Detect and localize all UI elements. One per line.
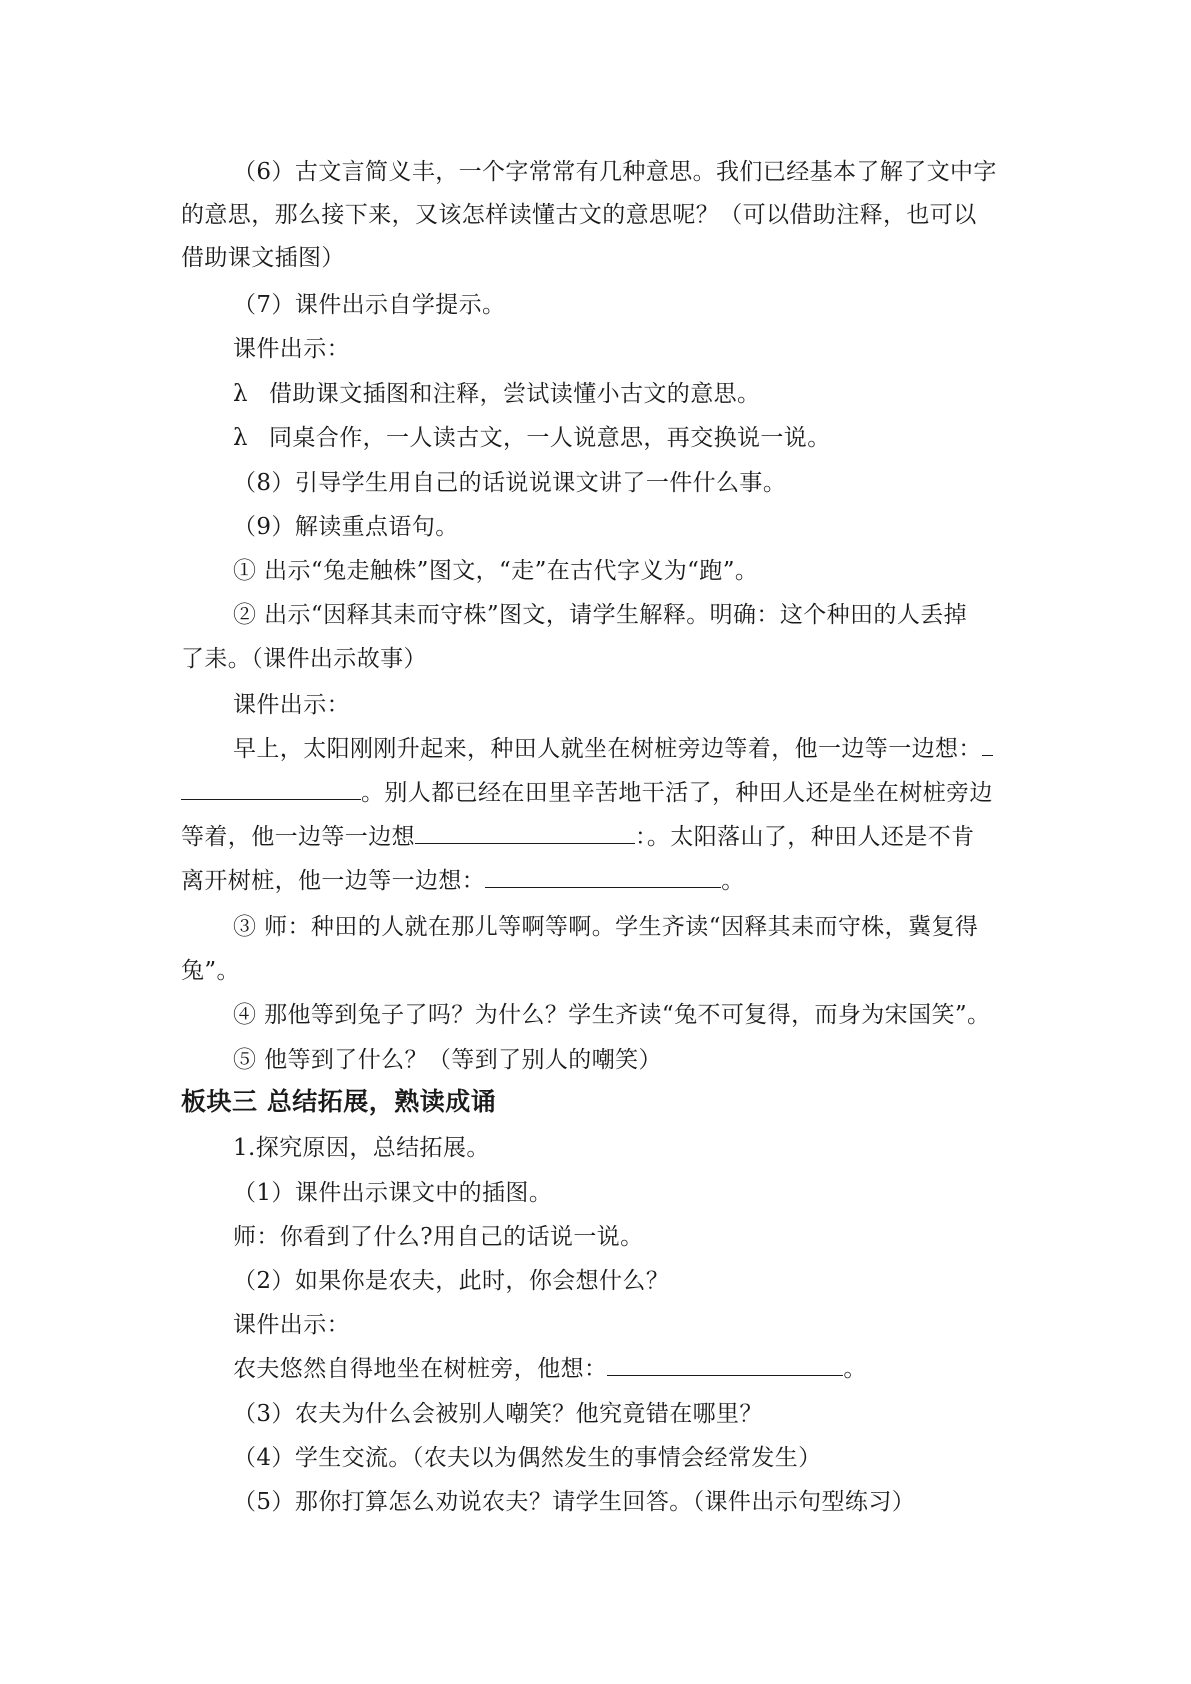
paragraph-line: 兔”。 — [181, 958, 240, 984]
fill-blank — [982, 735, 993, 756]
paragraph-line: （1）课件出示课文中的插图。 — [233, 1180, 553, 1206]
paragraph-line — [233, 1354, 867, 1384]
paragraph-line: （4）学生交流。（农夫以为偶然发生的事情会经常发生） — [233, 1445, 822, 1471]
paragraph-line: ① 出示“兔走触株”图文，“走”在古代字义为“跑”。 — [233, 558, 759, 584]
paragraph-line — [181, 822, 975, 852]
paragraph-line: ③ 师：种田的人就在那儿等啊等啊。学生齐读“因释其耒而守株，冀复得 — [233, 914, 979, 940]
fill-blank — [607, 1355, 843, 1376]
paragraph-text: 等着，他一边等一边想 — [181, 824, 415, 850]
paragraph-line: （9）解读重点语句。 — [233, 514, 459, 540]
paragraph-line: （6）古文言简义丰，一个字常常有几种意思。我们已经基本了解了文中字 — [233, 159, 997, 185]
paragraph-line: 1.探究原因，总结拓展。 — [233, 1135, 490, 1161]
paragraph-text: 离开树桩，他一边等一边想： — [181, 868, 486, 894]
paragraph-line: 课件出示： — [233, 336, 350, 362]
bullet-icon: λ — [233, 381, 248, 407]
paragraph-line: 师：你看到了什么?用自己的话说一说。 — [233, 1224, 644, 1250]
paragraph-text: 。别人都已经在田里辛苦地干活了，种田人还是坐在树桩旁边 — [361, 780, 993, 806]
bullet-item — [233, 379, 760, 409]
paragraph-line: 课件出示： — [233, 692, 350, 718]
fill-blank — [181, 779, 361, 800]
paragraph-text: ：。太阳落山了，种田人还是不肯 — [635, 824, 975, 850]
paragraph-line: （7）课件出示自学提示。 — [233, 292, 506, 318]
fill-blank — [415, 823, 635, 844]
bullet-text: 同桌合作，一人读古文，一人说意思，再交换说一说。 — [269, 425, 831, 451]
paragraph-line: （5）那你打算怎么劝说农夫？请学生回答。（课件出示句型练习） — [233, 1489, 916, 1515]
paragraph-line: （3）农夫为什么会被别人嘲笑？他究竟错在哪里？ — [233, 1401, 763, 1427]
paragraph-text: 。 — [721, 868, 745, 894]
paragraph-line: 的意思，那么接下来，又该怎样读懂古文的意思呢？（可以借助注释，也可以 — [181, 202, 977, 228]
paragraph-line: 了耒。（课件出示故事） — [181, 646, 427, 672]
bullet-text: 借助课文插图和注释，尝试读懂小古文的意思。 — [269, 381, 761, 407]
paragraph-line: （2）如果你是农夫，此时，你会想什么？ — [233, 1268, 670, 1294]
paragraph-line — [233, 734, 993, 764]
paragraph-line: 课件出示： — [233, 1312, 350, 1338]
fill-blank — [485, 867, 721, 888]
paragraph-text: 早上，太阳刚刚升起来，种田人就坐在树桩旁边等着，他一边等一边想： — [233, 736, 982, 762]
paragraph-line: （8）引导学生用自己的话说说课文讲了一件什么事。 — [233, 470, 787, 496]
paragraph-line: ⑤ 他等到了什么？（等到了别人的嘲笑） — [233, 1047, 662, 1073]
paragraph-text: 。 — [843, 1356, 867, 1382]
paragraph-text: 农夫悠然自得地坐在树桩旁，他想： — [233, 1356, 608, 1382]
paragraph-line: ② 出示“因释其耒而守株”图文，请学生解释。明确：这个种田的人丢掉 — [233, 602, 968, 628]
paragraph-line — [181, 866, 745, 896]
section-heading: 板块三 总结拓展，熟读成诵 — [181, 1087, 497, 1116]
paragraph-line: ④ 那他等到兔子了吗？为什么？学生齐读“兔不可复得，而身为宋国笑”。 — [233, 1002, 991, 1028]
paragraph-line — [181, 778, 993, 808]
paragraph-line: 借助课文插图） — [181, 245, 345, 271]
bullet-icon: λ — [233, 425, 248, 451]
bullet-item — [233, 423, 831, 453]
